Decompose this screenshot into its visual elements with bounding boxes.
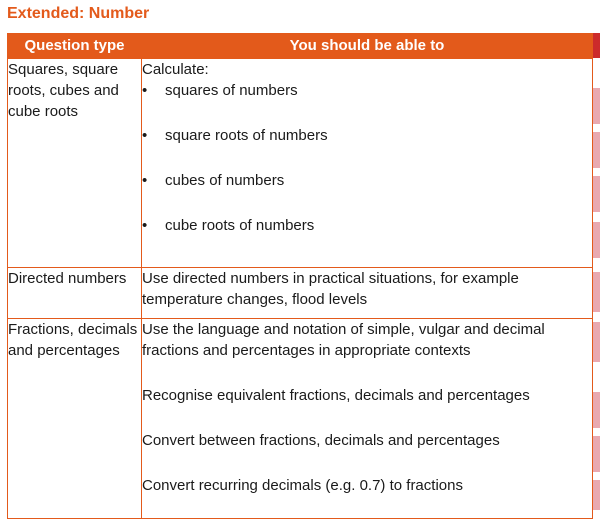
question-type-cell: Fractions, decimals and percentages: [8, 319, 142, 519]
edge-strip: [593, 272, 600, 312]
list-item-text: cubes of numbers: [165, 172, 285, 189]
edge-strip: [593, 33, 600, 58]
edge-strip: [593, 176, 600, 212]
edge-strip: [593, 222, 600, 258]
ability-text: Recognise equivalent fractions, decimals and percentages: [142, 387, 530, 404]
edge-strip: [593, 480, 600, 510]
table-row: [8, 319, 593, 519]
ability-cell: [142, 268, 593, 319]
header-you-should-be-able-to: You should be able to: [142, 34, 593, 59]
header-question-type: Question type: [8, 34, 142, 59]
ability-text: Use the language and notation of simple, vulgar and decimal fractions and percentages in appropriate contexts: [142, 321, 545, 359]
section-title: Extended: Number: [7, 5, 150, 22]
list-item-text: square roots of numbers: [165, 127, 328, 144]
edge-strip: [593, 436, 600, 472]
edge-strip: [593, 322, 600, 362]
ability-text: Convert recurring decimals (e.g. 0.7) to fractions: [142, 477, 463, 494]
table-header-row: [8, 34, 593, 59]
ability-text: Convert between fractions, decimals and percentages: [142, 432, 500, 449]
list-item-text: squares of numbers: [165, 82, 298, 99]
bullet-icon: •: [142, 172, 148, 189]
table-row: [8, 59, 593, 268]
bullet-icon: •: [142, 82, 148, 99]
intro-text: Calculate:: [142, 61, 209, 78]
edge-strip: [593, 88, 600, 124]
list-item: [142, 80, 592, 125]
table-row: [8, 268, 593, 319]
list-item-text: cube roots of numbers: [165, 217, 315, 234]
list-item: [142, 215, 592, 260]
ability-cell: [142, 59, 593, 268]
edge-strip: [593, 132, 600, 168]
ability-text: Use directed numbers in practical situations, for example temperature changes, flood levels: [142, 270, 519, 308]
question-type-cell: Squares, square roots, cubes and cube roots: [8, 59, 142, 268]
list-item: [142, 125, 592, 170]
syllabus-table: [7, 33, 593, 519]
ability-cell: [142, 319, 593, 519]
question-type-cell: Directed numbers: [8, 268, 142, 319]
edge-strip: [593, 392, 600, 428]
bullet-icon: •: [142, 217, 148, 234]
list-item: [142, 170, 592, 215]
bullet-icon: •: [142, 127, 148, 144]
